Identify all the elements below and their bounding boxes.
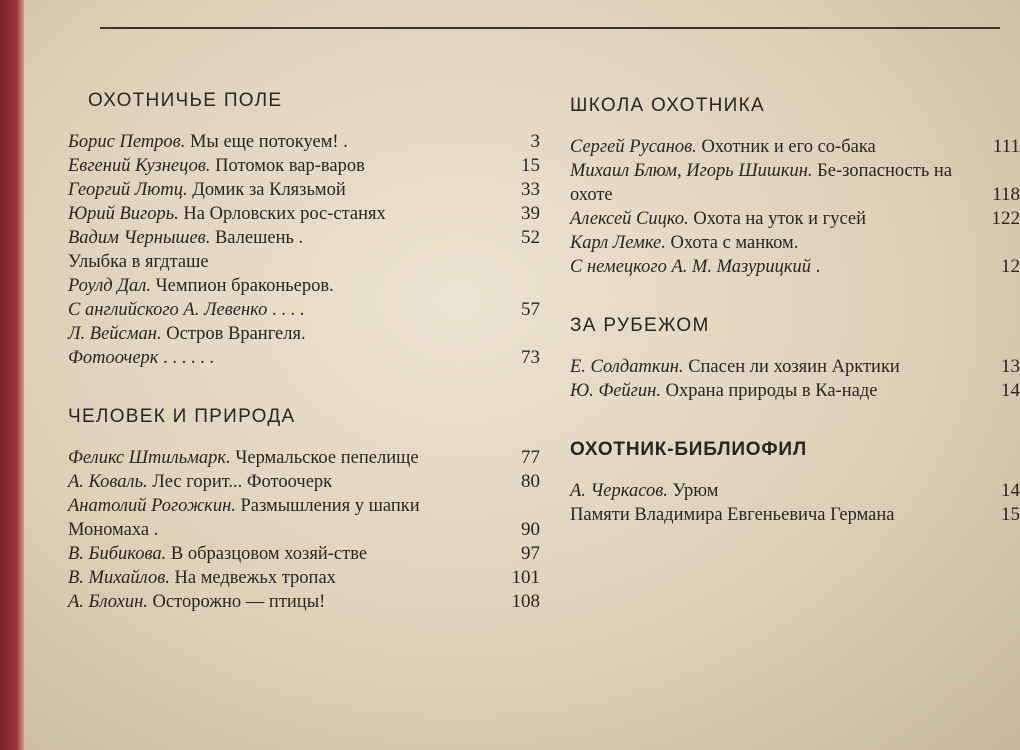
entry-text [68, 470, 490, 494]
entry-text [570, 255, 980, 279]
entry-author: А. Блохин. [68, 592, 148, 612]
entry-list [570, 135, 1020, 279]
entry-text [570, 231, 980, 255]
toc-entry [570, 135, 1020, 159]
section-title: ЗА РУБЕЖОМ [570, 315, 710, 336]
entry-page-number: 80 [521, 471, 540, 492]
toc-entry [68, 494, 540, 542]
entry-text [68, 346, 490, 370]
entry-author: Юрий Вигорь. [68, 204, 179, 224]
toc-entry [68, 250, 540, 274]
entry-page-number: 97 [521, 543, 540, 564]
section-title: ОХОТНИК-БИБЛИОФИЛ [570, 439, 807, 460]
entry-author: Борис Петров. [68, 132, 186, 152]
entry-title: . . . . . . [158, 348, 214, 368]
entry-page-number: 13 [1001, 356, 1020, 377]
entry-title: Размышления у шапки Мономаха . [68, 496, 420, 540]
entry-text [68, 130, 490, 154]
entry-title: Домик за Клязьмой [187, 180, 346, 200]
entry-text [570, 135, 980, 159]
entry-text [68, 590, 490, 614]
entry-author: С английского А. Левенко [68, 300, 268, 320]
entry-title: В образцовом хозяй-стве [166, 544, 368, 564]
entry-text [68, 566, 490, 590]
toc-entry [68, 154, 540, 178]
toc-entry [570, 379, 1020, 403]
entry-text [570, 503, 980, 527]
entry-title: Чермальское пепелище [230, 448, 419, 468]
toc-entry [68, 298, 540, 322]
entry-title: Улыбка в ягдташе [68, 252, 209, 272]
entry-author: Вадим Чернышев. [68, 228, 211, 248]
toc-entry [570, 355, 1020, 379]
section-title: ЧЕЛОВЕК И ПРИРОДА [68, 406, 296, 427]
toc-entry [68, 346, 540, 370]
entry-text [68, 322, 490, 346]
section-title: ОХОТНИЧЬЕ ПОЛЕ [88, 90, 283, 111]
entry-author: Е. Солдаткин. [570, 357, 684, 377]
entry-page-number: 111 [992, 136, 1020, 157]
entry-page-number: 118 [992, 184, 1020, 205]
entry-title: Валешень . [210, 228, 304, 248]
entry-author: Георгий Лютц. [68, 180, 188, 200]
entry-page-number: 73 [521, 347, 540, 368]
entry-text [68, 202, 490, 226]
entry-list [570, 479, 1020, 527]
entry-page-number: 122 [991, 208, 1020, 229]
entry-text [68, 274, 490, 298]
entry-title: Охрана природы в Ка-наде [660, 381, 878, 401]
entry-list [68, 130, 540, 370]
entry-author: Алексей Сицко. [570, 209, 689, 229]
entry-page-number: 15 [521, 155, 540, 176]
entry-author: Фотоочерк [68, 348, 159, 368]
section-za-rubezhom [570, 315, 1020, 403]
section-okhotniche-pole [68, 90, 540, 370]
entry-text [570, 159, 980, 207]
entry-title: Охотник и его со-бака [696, 137, 876, 157]
entry-text [68, 446, 490, 470]
entry-author: В. Бибикова. [68, 544, 167, 564]
section-shkola-okhotnika [570, 95, 1020, 279]
entry-title: Охота на уток и гусей [688, 209, 867, 229]
toc-entry [68, 178, 540, 202]
entry-text [570, 207, 980, 231]
entry-page-number: 12 [1001, 256, 1020, 277]
entry-list [570, 355, 1020, 403]
toc-entry [68, 274, 540, 298]
entry-title: . [811, 257, 821, 277]
entry-title: Памяти Владимира Евгеньевича Германа [570, 505, 895, 525]
entry-author: Евгений Кузнецов. [68, 156, 211, 176]
entry-author: Феликс Штильмарк. [68, 448, 231, 468]
right-column [570, 95, 1020, 563]
entry-text [68, 494, 490, 542]
section-chelovek-i-priroda [68, 406, 540, 614]
entry-page-number: 3 [530, 131, 540, 152]
toc-entry [68, 566, 540, 590]
entry-page-number: 14 [1001, 380, 1020, 401]
toc-entry [570, 255, 1020, 279]
entry-title: Охота с манком. [665, 233, 799, 253]
toc-entry [68, 322, 540, 346]
entry-author: А. Черкасов. [570, 481, 668, 501]
toc-entry [570, 231, 1000, 255]
entry-author: Анатолий Рогожкин. [68, 496, 236, 516]
entry-title: На медвежьх тропах [169, 568, 336, 588]
entry-title: Бе-зопасность на охоте [570, 161, 953, 205]
entry-author: Михаил Блюм, Игорь Шишкин. [570, 161, 813, 181]
entry-title: . . . . [267, 300, 305, 320]
entry-page-number: 77 [521, 447, 540, 468]
toc-entry [68, 470, 540, 494]
entry-text [68, 178, 490, 202]
entry-page-number: 108 [511, 591, 540, 612]
entry-page-number: 39 [521, 203, 540, 224]
entry-author: Роулд Дал. [68, 276, 151, 296]
entry-page-number: 57 [521, 299, 540, 320]
entry-title: Потомок вар-варов [210, 156, 365, 176]
entry-text [68, 542, 490, 566]
entry-page-number: 33 [521, 179, 540, 200]
entry-text [68, 250, 490, 274]
entry-title: Остров Врангеля. [161, 324, 306, 344]
entry-text [570, 355, 980, 379]
entry-list [68, 446, 540, 614]
entry-title: На Орловских рос-станях [178, 204, 386, 224]
entry-text [570, 379, 980, 403]
entry-author: Ю. Фейгин. [570, 381, 661, 401]
entry-page-number: 52 [521, 227, 540, 248]
entry-author: Карл Лемке. [570, 233, 666, 253]
entry-author: С немецкого А. М. Мазурицкий [570, 257, 812, 277]
toc-entry [68, 226, 540, 250]
entry-text [68, 154, 490, 178]
entry-page-number: 14 [1001, 480, 1020, 501]
toc-entry [570, 479, 1020, 503]
entry-title: Осторожно — птицы! [147, 592, 326, 612]
top-rule [100, 27, 1000, 29]
entry-title: Спасен ли хозяин Арктики [683, 357, 900, 377]
entry-text [570, 479, 980, 503]
entry-author: Сергей Русанов. [570, 137, 697, 157]
toc-entry [570, 207, 1020, 231]
section-okhotnik-bibliofil [570, 439, 1020, 527]
left-column [68, 90, 540, 650]
entry-author: Л. Вейсман. [68, 324, 162, 344]
entry-page-number: 101 [511, 567, 540, 588]
entry-author: А. Коваль. [68, 472, 148, 492]
book-spine-edge [0, 0, 24, 750]
entry-text [68, 298, 490, 322]
toc-entry [68, 542, 540, 566]
entry-author: В. Михайлов. [68, 568, 170, 588]
entry-title: Чемпион браконьеров. [151, 276, 334, 296]
toc-entry [68, 202, 540, 226]
entry-page-number: 90 [521, 519, 540, 540]
entry-page-number: 15 [1001, 504, 1020, 525]
entry-title: Урюм [667, 481, 719, 501]
toc-entry [68, 130, 540, 154]
section-title: ШКОЛА ОХОТНИКА [570, 95, 765, 116]
toc-entry [68, 590, 540, 614]
toc-entry [68, 446, 540, 470]
entry-title: Мы еще потокуем! . [185, 132, 348, 152]
entry-title: Лес горит... Фотоочерк [147, 472, 333, 492]
toc-entry [570, 159, 1020, 207]
entry-text [68, 226, 490, 250]
toc-entry [570, 503, 1020, 527]
